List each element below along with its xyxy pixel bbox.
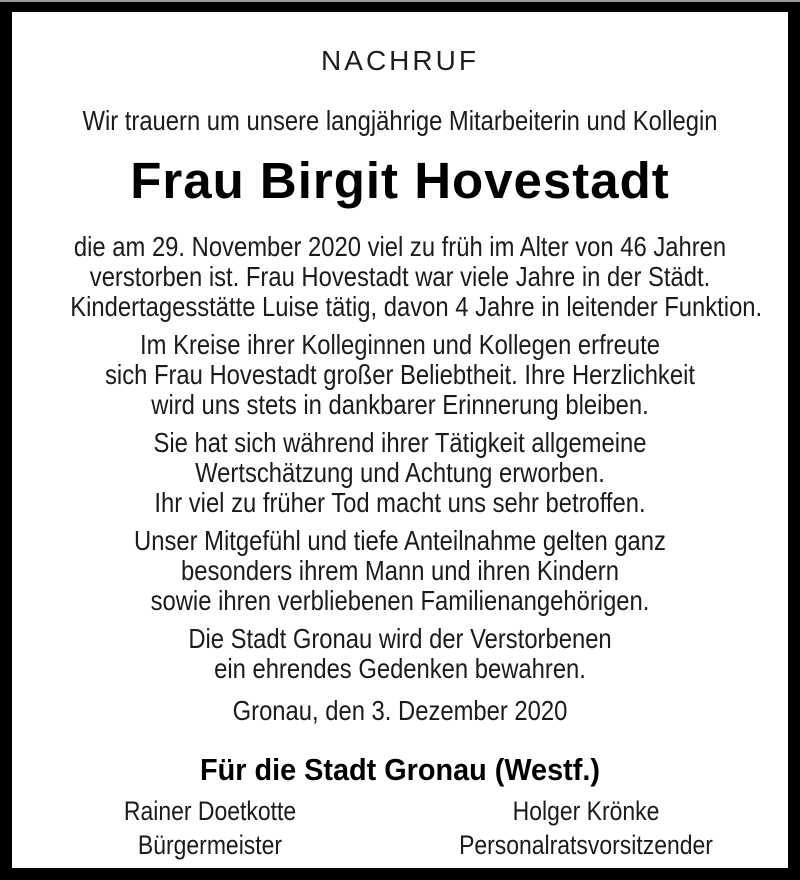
paragraph-line: Unser Mitgefühl und tiefe Anteilnahme gelten ganz xyxy=(134,525,666,556)
scan-edge xyxy=(0,0,800,2)
paragraph-line: verstorben ist. Frau Hovestadt war viele Jahre in der Städt. xyxy=(89,261,711,292)
kicker-nachruf: NACHRUF xyxy=(321,45,479,76)
intro-line: Wir trauern um unsere langjährige Mitarbeiterin und Kollegin xyxy=(82,105,718,136)
paragraph-line: sich Frau Hovestadt großer Beliebtheit. Ihre Herzlichkeit xyxy=(105,359,695,390)
paragraph-line: sowie ihren verbliebenen Familienangehörigen. xyxy=(150,585,650,616)
signature-name: Holger Krönke xyxy=(512,796,660,826)
paragraph xyxy=(12,428,788,518)
paragraph-line: besonders ihrem Mann und ihren Kindern xyxy=(181,555,619,586)
closing-line: Für die Stadt Gronau (Westf.) xyxy=(200,752,600,787)
signature-name: Rainer Doetkotte xyxy=(123,796,297,826)
signature-right xyxy=(436,796,736,860)
paragraph-line: Im Kreise ihrer Kolleginnen und Kollegen erfreute xyxy=(140,329,660,360)
paragraph xyxy=(12,526,788,616)
notice-content xyxy=(12,12,788,868)
signature-role: Personalratsvorsitzender xyxy=(459,830,713,860)
paragraph-line: Sie hat sich während ihrer Tätigkeit allgemeine xyxy=(153,427,647,458)
signatures-row xyxy=(12,796,788,860)
dateline: Gronau, den 3. Dezember 2020 xyxy=(232,695,568,726)
signature-left xyxy=(60,796,360,860)
paragraph xyxy=(12,624,788,684)
signature-role: Bürgermeister xyxy=(137,830,283,860)
paragraph-line: Die Stadt Gronau wird der Verstorbenen xyxy=(188,623,612,654)
paragraph-line: wird uns stets in dankbarer Erinnerung bleiben. xyxy=(151,389,649,420)
paragraph-line: ein ehrendes Gedenken bewahren. xyxy=(214,653,586,684)
paragraph-line: die am 29. November 2020 viel zu früh im Alter von 46 Jahren xyxy=(73,231,727,262)
paragraph-line: Wertschätzung und Achtung erworben. xyxy=(195,457,605,488)
paragraph-line: Kindertagesstätte Luise tätig, davon 4 Jahre in leitender Funktion. xyxy=(70,291,763,322)
paragraph-line: Ihr viel zu früher Tod macht uns sehr betroffen. xyxy=(154,487,646,518)
paragraph xyxy=(12,232,788,322)
deceased-name: Frau Birgit Hovestadt xyxy=(130,152,670,209)
paragraph xyxy=(12,330,788,420)
